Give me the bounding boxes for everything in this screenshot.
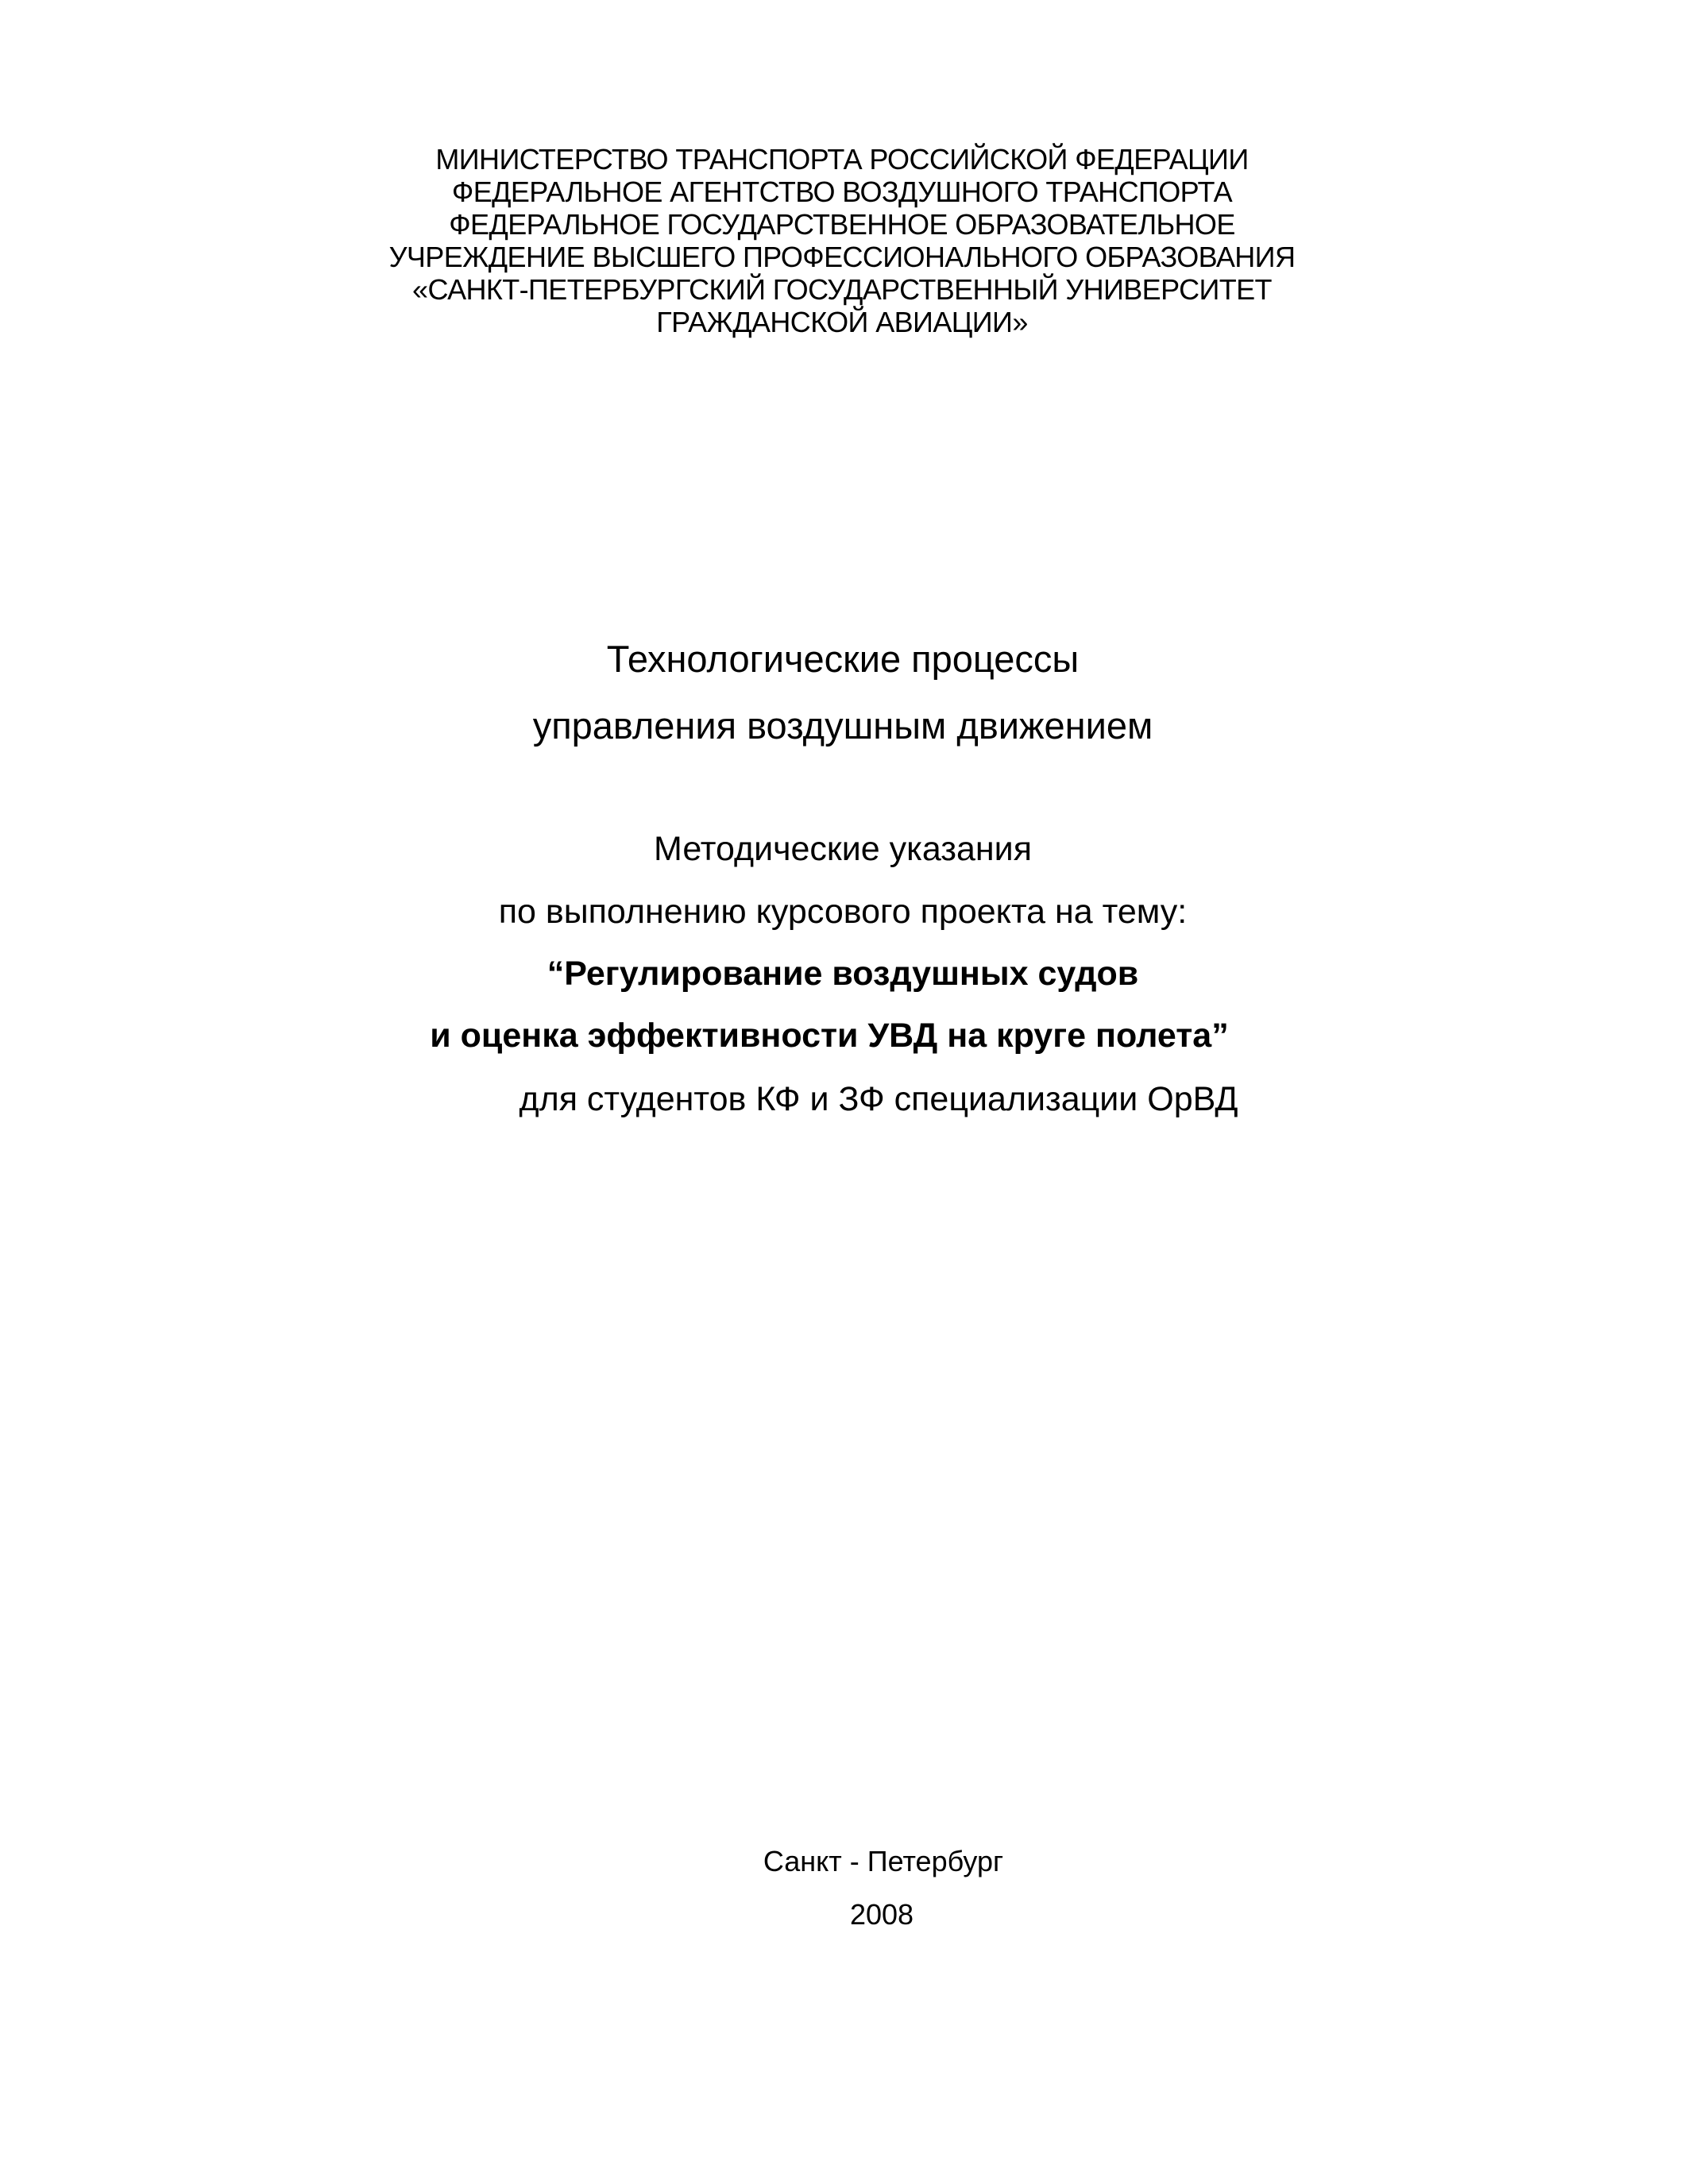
subtitle-methodical-guidelines: Методические указания <box>654 830 1032 868</box>
audience-line: для студентов КФ и ЗФ специализации ОрВД <box>519 1080 1238 1118</box>
topic-line-2: и оценка эффективности УВД на круге полета” <box>430 1017 1229 1055</box>
header-line-ministry: МИНИСТЕРСТВО ТРАНСПОРТА РОССИЙСКОЙ ФЕДЕРАЦИИ <box>435 143 1249 176</box>
title-line-2: управления воздушным движением <box>532 704 1153 747</box>
header-line-civil-aviation: ГРАЖДАНСКОЙ АВИАЦИИ» <box>656 306 1028 338</box>
footer-year: 2008 <box>849 1898 914 1931</box>
header-line-higher-education: УЧРЕЖДЕНИЕ ВЫСШЕГО ПРОФЕССИОНАЛЬНОГО ОБРАЗОВАНИЯ <box>388 241 1296 273</box>
header-line-agency: ФЕДЕРАЛЬНОЕ АГЕНТСТВО ВОЗДУШНОГО ТРАНСПОРТА <box>451 176 1233 208</box>
title-line-1: Технологические процессы <box>606 638 1080 680</box>
topic-line-1: “Регулирование воздушных судов <box>547 955 1139 993</box>
footer-city: Санкт - Петербург <box>763 1845 1004 1877</box>
header-line-university: «САНКТ-ПЕТЕРБУРГСКИЙ ГОСУДАРСТВЕННЫЙ УНИВЕРСИТЕТ <box>412 273 1272 306</box>
subtitle-course-project: по выполнению курсового проекта на тему: <box>498 893 1188 931</box>
header-line-federal-institution: ФЕДЕРАЛЬНОЕ ГОСУДАРСТВЕННОЕ ОБРАЗОВАТЕЛЬНОЕ <box>449 208 1235 241</box>
